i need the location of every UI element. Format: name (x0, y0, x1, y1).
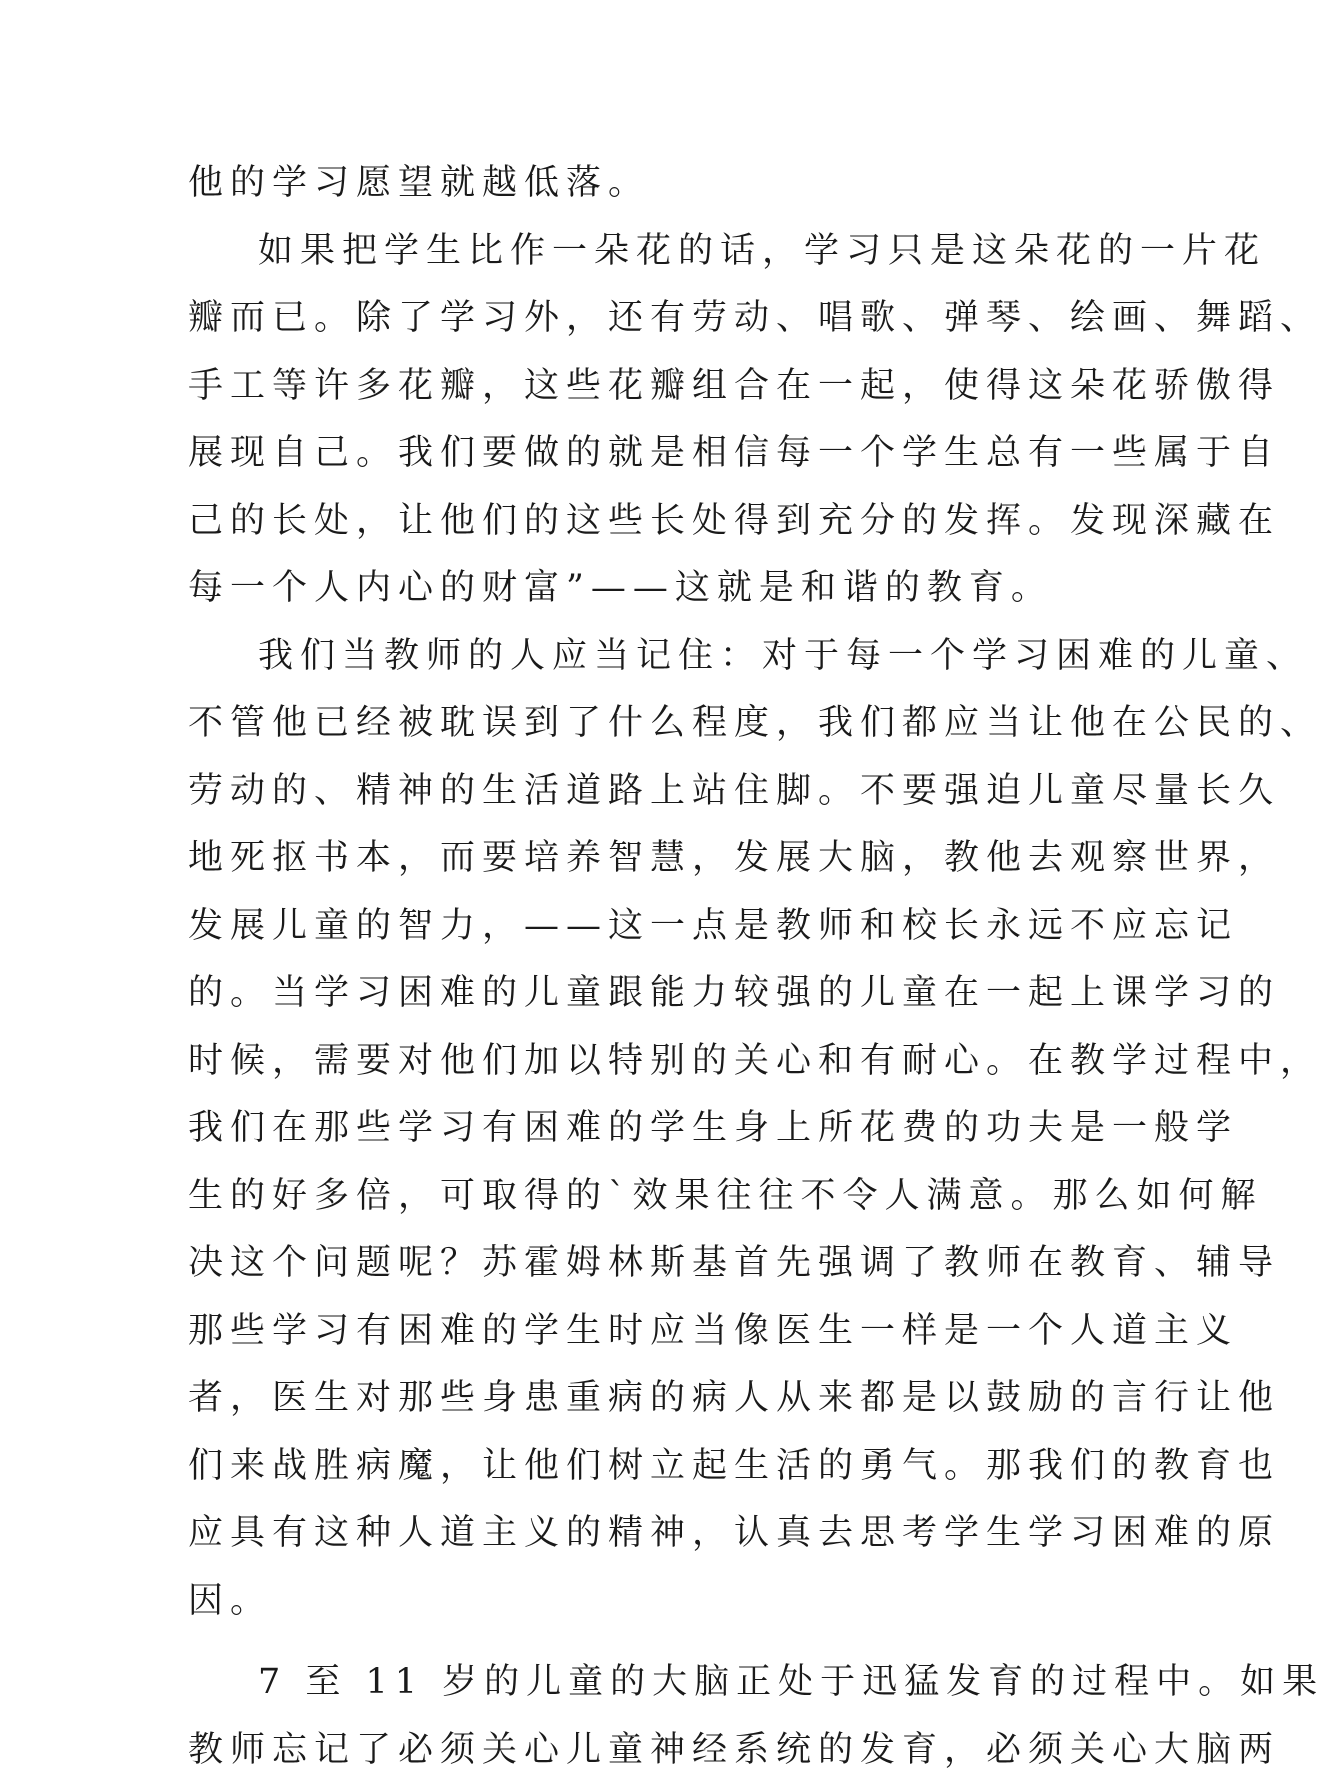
text-line: 己的长处，让他们的这些长处得到充分的发挥。发现深藏在 (188, 488, 1058, 556)
text-line: 劳动的、精神的生活道路上站住脚。不要强迫儿童尽量长久 (188, 758, 1058, 826)
paragraph-start-line: 我们当教师的人应当记住：对于每一个学习困难的儿童、 (188, 623, 1058, 691)
text-line: 他的学习愿望就越低落。 (188, 150, 1058, 218)
text-line: 生的好多倍，可取得的`效果往往不令人满意。那么如何解 (188, 1163, 1058, 1231)
text-line: 因。 (188, 1568, 1058, 1636)
text-line: 每一个人内心的财富”——这就是和谐的教育。 (188, 555, 1058, 623)
text-line: 的。当学习困难的儿童跟能力较强的儿童在一起上课学习的 (188, 960, 1058, 1028)
text-line: 发展儿童的智力，——这一点是教师和校长永远不应忘记 (188, 893, 1058, 961)
text-line: 教师忘记了必须关心儿童神经系统的发育，必须关心大脑两 (188, 1717, 1058, 1784)
text-line: 时候，需要对他们加以特别的关心和有耐心。在教学过程中， (188, 1028, 1058, 1096)
text-line: 我们在那些学习有困难的学生身上所花费的功夫是一般学 (188, 1095, 1058, 1163)
text-line: 决这个问题呢？苏霍姆林斯基首先强调了教师在教育、辅导 (188, 1230, 1058, 1298)
text-line: 地死抠书本，而要培养智慧，发展大脑，教他去观察世界， (188, 825, 1058, 893)
text-line: 不管他已经被耽误到了什么程度，我们都应当让他在公民的、 (188, 690, 1058, 758)
text-line: 展现自己。我们要做的就是相信每一个学生总有一些属于自 (188, 420, 1058, 488)
paragraph-start-line: 7 至 11 岁的儿童的大脑正处于迅猛发育的过程中。如果 (188, 1649, 1058, 1717)
text-line: 手工等许多花瓣，这些花瓣组合在一起，使得这朵花骄傲得 (188, 353, 1058, 421)
text-line: 者，医生对那些身患重病的病人从来都是以鼓励的言行让他 (188, 1365, 1058, 1433)
text-line: 那些学习有困难的学生时应当像医生一样是一个人道主义 (188, 1298, 1058, 1366)
paragraph-start-line: 如果把学生比作一朵花的话，学习只是这朵花的一片花 (188, 218, 1058, 286)
body-text (188, 150, 1058, 1784)
text-line: 瓣而已。除了学习外，还有劳动、唱歌、弹琴、绘画、舞蹈、 (188, 285, 1058, 353)
text-line: 应具有这种人道主义的精神，认真去思考学生学习困难的原 (188, 1500, 1058, 1568)
text-line: 们来战胜病魔，让他们树立起生活的勇气。那我们的教育也 (188, 1433, 1058, 1501)
